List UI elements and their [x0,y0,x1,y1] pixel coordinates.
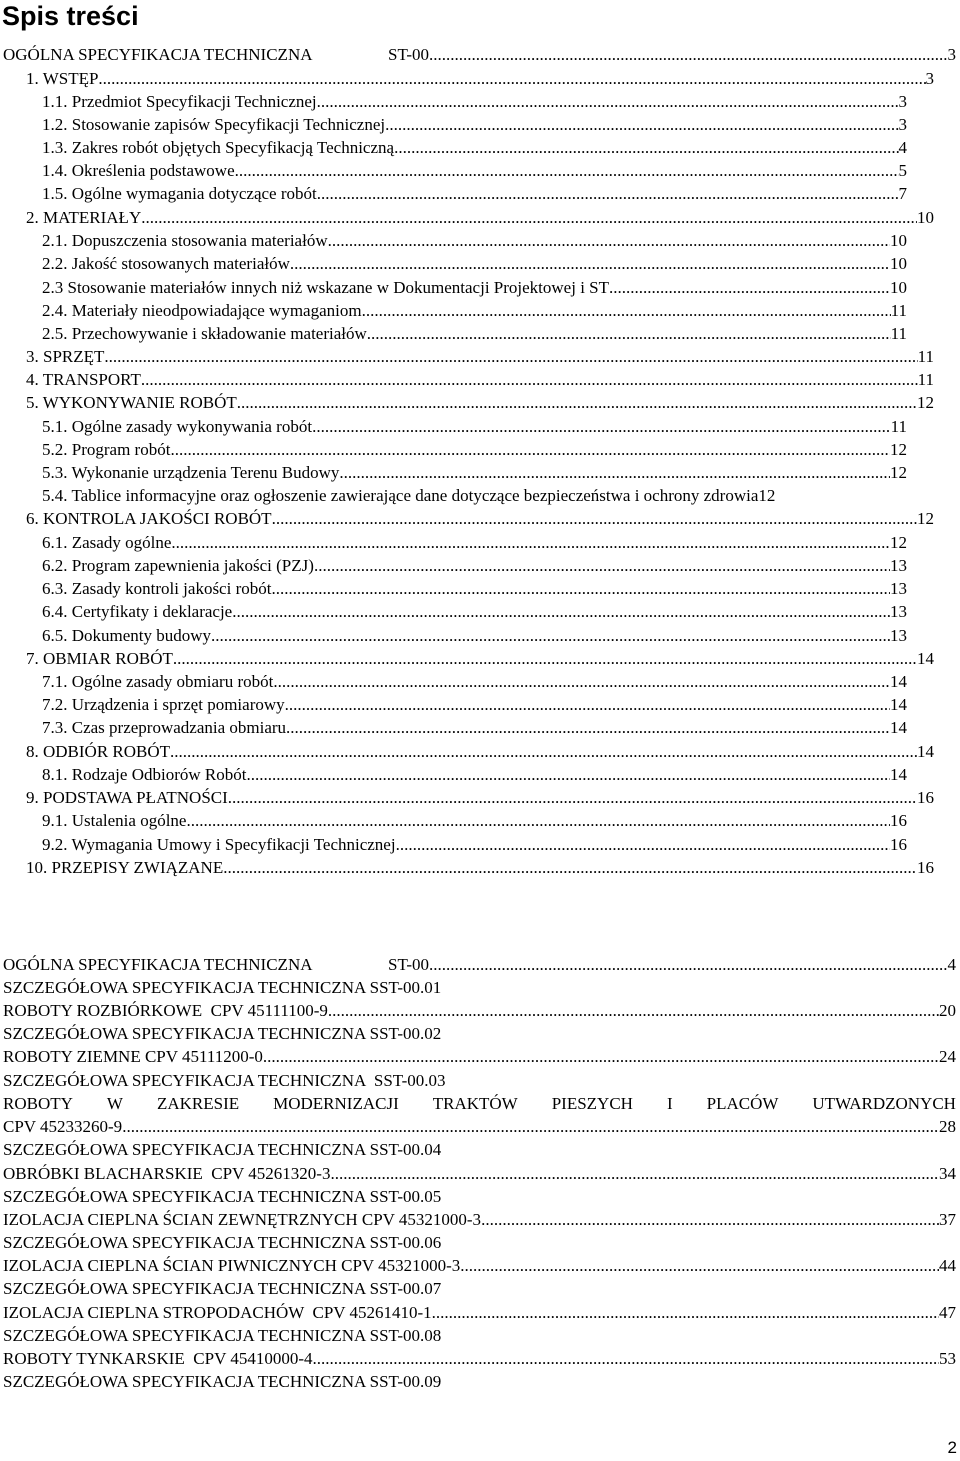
toc-entry[interactable] [26,345,934,368]
toc-leader [272,507,917,530]
toc-entry[interactable] [42,322,907,345]
spec-entry-page: 28 [939,1117,956,1136]
toc-entry-page: 10 [917,208,934,227]
spec-entry[interactable] [3,1254,956,1277]
toc-leader [223,856,917,879]
toc-leader [186,809,890,832]
toc-entry[interactable] [26,67,934,90]
toc-entry[interactable] [42,554,907,577]
toc-leader [104,345,917,368]
toc-entry-page: 16 [890,811,907,830]
spec-entry[interactable] [3,953,956,976]
toc-entry-text: 1.2. Stosowanie zapisów Specyfikacji Technicznej [42,115,386,134]
spec-entry[interactable] [3,1208,956,1231]
toc-entry-text: 6.3. Zasady kontroli jakości robót [42,579,272,598]
justified-word: UTWARDZONYCH [812,1094,956,1113]
toc-entry[interactable] [26,786,934,809]
toc-entry-page: 16 [890,835,907,854]
toc-entry-text: 2.4. Materiały nieodpowiadające wymaganiom [42,301,362,320]
toc-entry[interactable] [26,856,934,879]
toc-leader [235,159,899,182]
toc-leader [330,1162,939,1185]
toc-leader [141,368,918,391]
toc-entry-text: 5. WYKONYWANIE ROBÓT [26,393,237,412]
toc-entry-text: 6. KONTROLA JAKOŚCI ROBÓT [26,509,272,528]
spec-entry-page: 44 [939,1256,956,1275]
toc-entry[interactable] [26,391,934,414]
toc-entry-page: 11 [917,347,934,366]
spec-entry[interactable] [3,999,956,1022]
toc-leader [385,113,898,136]
toc-entry[interactable] [42,600,907,623]
spec-entry-text: IZOLACJA CIEPLNA STROPODACHÓW CPV 45261410-1 [3,1303,432,1322]
toc-entry-page: 14 [890,765,907,784]
justified-word: TRAKTÓW [432,1094,518,1113]
toc-leader [228,786,917,809]
toc-entry-text: 2.1. Dopuszczenia stosowania materiałów [42,231,328,250]
spec-heading: SZCZEGÓŁOWA SPECYFIKACJA TECHNICZNA SST-00.08 [3,1326,442,1345]
toc-entry-text: 9.1. Ustalenia ogólne [42,811,187,830]
spec-justified-line [3,1092,956,1115]
toc-entry-text: 8. ODBIÓR ROBÓT [26,742,171,761]
justified-word: PIESZYCH [551,1094,633,1113]
spec-heading: SZCZEGÓŁOWA SPECYFIKACJA TECHNICZNA SST-00.01 [3,978,442,997]
toc-leader [170,740,917,763]
toc-entry-page: 12 [890,440,907,459]
toc-leader [271,577,890,600]
toc-leader [122,1115,939,1138]
toc-leader [317,182,899,205]
toc-entry-page: 14 [917,649,934,668]
toc-entry[interactable] [42,809,907,832]
toc-entry-text: 7.1. Ogólne zasady obmiaru robót [42,672,274,691]
toc-leader [317,90,899,113]
spec-heading: SZCZEGÓŁOWA SPECYFIKACJA TECHNICZNA SST-00.04 [3,1140,442,1159]
toc-entry[interactable] [42,252,907,275]
toc-entry-page: 14 [890,672,907,691]
page-number: 2 [947,1438,957,1457]
toc-entry[interactable] [42,299,907,322]
toc-entry-page: 10 [890,278,907,297]
toc-entry-page: 14 [890,718,907,737]
toc-leader [460,1254,939,1277]
toc-leader [429,953,948,976]
spec-entry-page: 20 [939,1001,956,1020]
toc-entry-page: 13 [890,579,907,598]
toc-leader [246,763,890,786]
toc-entry[interactable] [42,461,907,484]
toc-entry-text: 6.5. Dokumenty budowy [42,626,212,645]
toc-leader [171,531,890,554]
spec-entry-text: OBRÓBKI BLACHARSKIE CPV 45261320-3 [3,1164,331,1183]
spec-entry-page: 24 [939,1047,956,1066]
spec-entry-text: IZOLACJA CIEPLNA ŚCIAN ZEWNĘTRZNYCH CPV 45321000-3 [3,1210,482,1229]
toc-entry[interactable] [42,693,907,716]
toc-leader [98,67,925,90]
toc-entry-text: 1.3. Zakres robót objętych Specyfikacją Techniczną [42,138,395,157]
toc-entry-text: 6.2. Program zapewnienia jakości (PZJ) [42,556,314,575]
toc-leader [432,1301,939,1324]
toc-entry[interactable] [42,113,907,136]
toc-entry-page: 11 [890,301,907,320]
toc-entry-text: 5.3. Wykonanie urządzenia Terenu Budowy [42,463,340,482]
toc-entry-text: 7.3. Czas przeprowadzania obmiaru [42,718,287,737]
toc-entry-page: 11 [890,417,907,436]
toc-entry-text: 5.2. Program robót [42,440,171,459]
toc-entry-page: 12 [917,393,934,412]
toc-entry-text: 5.1. Ogólne zasady wykonywania robót [42,417,313,436]
toc-leader [394,136,898,159]
toc-leader [328,999,939,1022]
toc-leader [273,670,890,693]
toc-entry-page: 5 [898,161,907,180]
toc-leader [290,252,890,275]
toc-leader [328,229,890,252]
toc-leader [367,322,891,345]
toc-leader [314,554,890,577]
toc-leader [232,600,890,623]
toc-entry-page: 14 [890,695,907,714]
spec-entry-text: CPV 45233260-9 [3,1117,123,1136]
toc-entry[interactable] [42,833,907,856]
toc-leader [429,43,948,66]
toc-entry[interactable] [42,624,907,647]
toc-leader [211,624,890,647]
spec-entry-page: 53 [939,1349,956,1368]
spec-entry[interactable] [3,1301,956,1324]
justified-word: ZAKRESIE [156,1094,240,1113]
toc-entry-text: 1.5. Ogólne wymagania dotyczące robót [42,184,317,203]
toc-entry[interactable] [26,206,934,229]
toc-entry[interactable] [26,740,934,763]
toc-entry-text: 6.1. Zasady ogólne [42,533,172,552]
toc-entry-text: 6.4. Certyfikaty i deklaracje [42,602,233,621]
toc-leader [173,647,917,670]
justified-word: W [106,1094,123,1113]
toc-entry[interactable] [42,229,907,252]
toc-entry[interactable] [42,136,907,159]
toc-entry-text: 2.5. Przechowywanie i składowanie materiałów [42,324,367,343]
toc-entry[interactable] [42,415,907,438]
toc-entry[interactable] [42,577,907,600]
justified-word: PLACÓW [706,1094,779,1113]
toc-leader [609,276,890,299]
toc-entry-text: 9.2. Wymagania Umowy i Specyfikacji Technicznej [42,835,396,854]
toc-entry[interactable] [42,90,907,113]
toc-entry-page: 7 [898,184,907,203]
toc-entry-page: 3 [947,45,956,64]
toc-leader [313,1347,940,1370]
toc-entry-text: 2.3 Stosowanie materiałów innych niż wskazane w Dokumentacji Projektowej i ST [42,278,610,297]
spec-entry-text: ROBOTY ROZBIÓRKOWE CPV 45111100-9 [3,1001,328,1020]
toc-leader [141,206,917,229]
toc-entry-page: 10 [890,231,907,250]
toc-entry-page: 11 [890,324,907,343]
toc-entry-text: 9. PODSTAWA PŁATNOŚCI [26,788,228,807]
toc-leader [396,833,890,856]
spec-entry[interactable] [3,1347,956,1370]
toc-entry-page: 10 [890,254,907,273]
toc-leader [286,716,890,739]
toc-entry[interactable] [26,647,934,670]
toc-entry-text: 2.2. Jakość stosowanych materiałów [42,254,290,273]
toc-leader [237,391,917,414]
toc-entry[interactable] [26,507,934,530]
toc-entry[interactable] [42,531,907,554]
toc-entry-text: 7.2. Urządzenia i sprzęt pomiarowy [42,695,285,714]
toc-entry-page: 12 [758,486,776,505]
toc-entry-page: 13 [890,556,907,575]
toc-entry[interactable] [42,182,907,205]
toc-entry-page: 11 [917,370,934,389]
spec-entry-page: 34 [939,1164,956,1183]
spec-heading: SZCZEGÓŁOWA SPECYFIKACJA TECHNICZNA SST-00.07 [3,1279,442,1298]
spec-entry-text: ROBOTY TYNKARSKIE CPV 45410000-4 [3,1349,313,1368]
toc-entry-text: 4. TRANSPORT [26,370,141,389]
spec-heading: SZCZEGÓŁOWA SPECYFIKACJA TECHNICZNA SST-00.03 [3,1071,446,1090]
toc-entry-page: 12 [890,533,907,552]
toc-entry-page: 3 [898,115,907,134]
toc-entry-page: 3 [925,69,934,88]
toc-entry-page: 12 [890,463,907,482]
toc-entry-page: 12 [917,509,934,528]
toc-entry[interactable] [42,716,907,739]
toc-entry-text: OGÓLNA SPECYFIKACJA TECHNICZNA ST-00 [3,45,429,64]
spec-entry[interactable] [3,1162,956,1185]
spec-entry-page: 4 [947,955,956,974]
justified-word: MODERNIZACJI [273,1094,399,1113]
toc-entry-text: 1.4. Określenia podstawowe [42,161,235,180]
toc-entry[interactable] [42,438,907,461]
toc-entry-page: 13 [890,602,907,621]
toc-leader [362,299,891,322]
spec-entry-text: ROBOTY ZIEMNE CPV 45111200-0 [3,1047,263,1066]
toc-entry[interactable] [42,484,930,507]
toc-entry[interactable] [26,368,934,391]
spec-entry[interactable] [3,1045,956,1068]
toc-entry[interactable] [42,276,907,299]
toc-entry-page: 4 [898,138,907,157]
toc-entry-page: 13 [890,626,907,645]
toc-entry-page: 14 [917,742,934,761]
toc-leader [339,461,890,484]
spec-entry[interactable] [3,1115,956,1138]
toc-leader [481,1208,939,1231]
toc-entry-text: 3. SPRZĘT [26,347,105,366]
toc-entry-text: 7. OBMIAR ROBÓT [26,649,173,668]
toc-entry[interactable] [3,43,956,66]
spec-entry-page: 47 [939,1303,956,1322]
toc-entry-text: 8.1. Rodzaje Odbiorów Robót [42,765,247,784]
justified-word: ROBOTY [3,1094,73,1113]
page-title: Spis treści [2,1,139,31]
toc-entry-page: 16 [917,788,934,807]
toc-leader [312,415,891,438]
toc-entry-text: 10. PRZEPISY ZWIĄZANE [26,858,224,877]
spec-entry-text: IZOLACJA CIEPLNA ŚCIAN PIWNICZNYCH CPV 45321000-3 [3,1256,461,1275]
spec-heading: SZCZEGÓŁOWA SPECYFIKACJA TECHNICZNA SST-00.02 [3,1024,442,1043]
spec-entry-page: 37 [939,1210,956,1229]
toc-entry[interactable] [42,763,907,786]
toc-entry-text: 1. WSTĘP [26,69,99,88]
toc-leader [263,1045,939,1068]
spec-heading: SZCZEGÓŁOWA SPECYFIKACJA TECHNICZNA SST-00.09 [3,1372,442,1391]
toc-entry-page: 3 [898,92,907,111]
toc-entry[interactable] [42,159,907,182]
spec-entry-text: OGÓLNA SPECYFIKACJA TECHNICZNA ST-00 [3,955,429,974]
toc-leader [285,693,890,716]
toc-entry[interactable] [42,670,907,693]
toc-entry-page: 16 [917,858,934,877]
spec-heading: SZCZEGÓŁOWA SPECYFIKACJA TECHNICZNA SST-00.05 [3,1187,442,1206]
spec-heading: SZCZEGÓŁOWA SPECYFIKACJA TECHNICZNA SST-00.06 [3,1233,442,1252]
toc-entry-text: 2. MATERIAŁY [26,208,142,227]
toc-entry-text: 5.4. Tablice informacyjne oraz ogłoszenie zawierające dane dotyczące bezpieczeństwa i ochrony zdrowia [42,486,759,505]
toc-leader [170,438,890,461]
toc-entry-text: 1.1. Przedmiot Specyfikacji Technicznej [42,92,317,111]
justified-word: I [666,1094,673,1113]
